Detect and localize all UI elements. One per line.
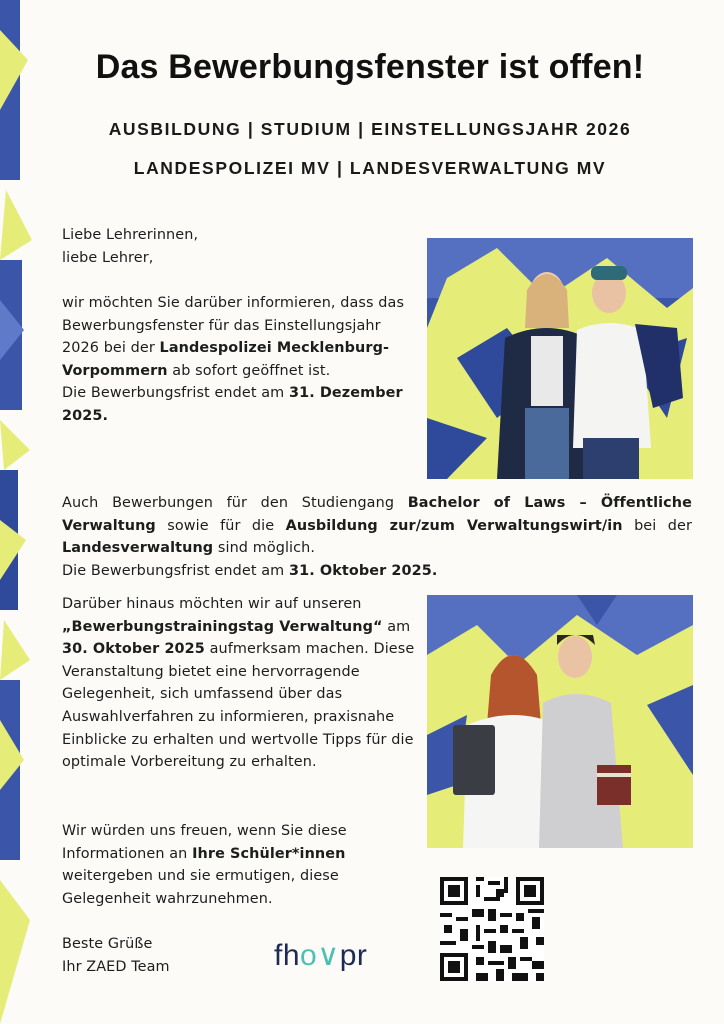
- two-students-admin-photo: [427, 595, 693, 848]
- paragraph-police: [62, 292, 412, 428]
- page-title: Das Bewerbungsfenster ist offen!: [95, 48, 645, 86]
- paragraph-administration: [62, 492, 692, 582]
- two-students-police-photo: [427, 238, 693, 479]
- p1-text-d: Die Bewerbungsfrist endet am: [62, 385, 289, 402]
- p3-text-a: Darüber hinaus möchten wir auf unseren: [62, 596, 362, 612]
- p2-bold-deadline: 31. Oktober 2025.: [288, 562, 438, 579]
- p4-bold-students: Ihre Schüler*innen: [192, 845, 346, 862]
- greeting-line-2: liebe Lehrer,: [62, 249, 154, 266]
- letter-greeting: [62, 224, 402, 269]
- paragraph-training-day: [62, 593, 420, 774]
- logo-part-3: pr: [339, 939, 368, 972]
- subtitle-education: AUSBILDUNG | STUDIUM | EINSTELLUNGSJAHR 2026: [108, 119, 632, 139]
- p2-text-g: sind möglich.: [213, 540, 316, 557]
- p2-text-h: Die Bewerbungsfrist endet am: [62, 562, 289, 579]
- qr-code-icon[interactable]: [440, 877, 544, 981]
- logo-part-2: o∨: [300, 939, 340, 972]
- letter-closing: [62, 933, 262, 978]
- p2-bold-degree: Bachelor of Laws – Öffentliche Verwaltung: [62, 495, 693, 534]
- p2-text-a: Auch Bewerbungen für den Studiengang: [62, 495, 408, 511]
- p3-bold-date: 30. Oktober 2025: [62, 641, 205, 658]
- p1-text-a: wir möchten Sie darüber informieren, dass das Bewerbungsfenster für das Einstellungsjahr 2026 bei der: [62, 295, 405, 357]
- p1-bold-institution: Landespolizei Mecklenburg-Vorpommern: [62, 340, 390, 379]
- p3-text-e: aufmerksam machen. Diese Veranstaltung bietet eine hervorragende Gelegenheit, sich umfassend über das Auswahlverfahren zu informieren, praxisnahe Einblicke zu erhalten und wertvolle Tipps für die optimale Vorbereitung zu erhalten.: [62, 641, 415, 771]
- p2-bold-training: Ausbildung zur/zum Verwaltungswirt/in: [285, 517, 623, 534]
- p4-text-a: Wir würden uns freuen, wenn Sie diese Informationen an: [62, 823, 347, 862]
- p2-text-c: sowie für die: [155, 517, 286, 534]
- closing-line-2: Ihr ZAED Team: [62, 958, 170, 975]
- p3-bold-event: „Bewerbungstrainingstag Verwaltung“: [62, 618, 383, 635]
- p1-text-c: ab sofort geöffnet ist.: [167, 362, 331, 379]
- p2-bold-administration: Landesverwaltung: [62, 540, 214, 557]
- logo-part-1: fh: [274, 939, 301, 972]
- closing-line-1: Beste Grüße: [62, 936, 153, 952]
- fhovpr-logo: [274, 938, 367, 973]
- p2-text-e: bei der: [622, 517, 692, 534]
- p1-bold-deadline: 31. Dezember 2025.: [62, 385, 403, 424]
- decorative-left-strip: [0, 0, 32, 1024]
- p3-text-c: am: [382, 618, 411, 635]
- paragraph-request: [62, 820, 392, 910]
- subtitle-institutions: LANDESPOLIZEI MV | LANDESVERWALTUNG MV: [133, 158, 607, 178]
- p4-text-c: weitergeben und sie ermutigen, diese Gelegenheit wahrzunehmen.: [62, 868, 339, 907]
- greeting-line-1: Liebe Lehrerinnen,: [62, 227, 199, 243]
